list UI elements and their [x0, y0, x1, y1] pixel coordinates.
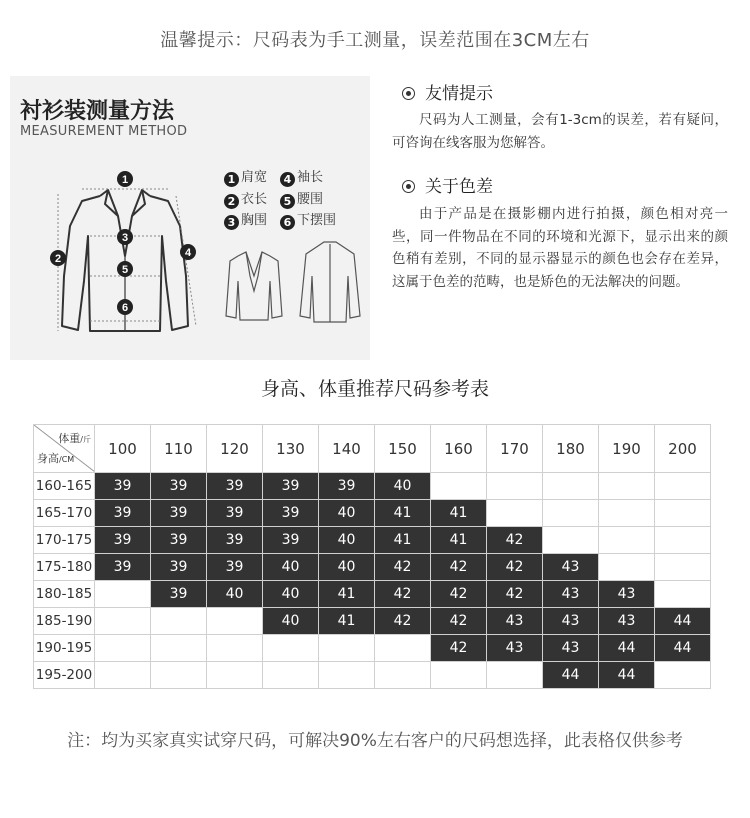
size-cell: 43 — [543, 554, 599, 581]
table-row — [34, 527, 711, 554]
size-cell: 42 — [375, 608, 431, 635]
size-cell: 40 — [319, 500, 375, 527]
table-row — [34, 581, 711, 608]
size-cell: 43 — [487, 635, 543, 662]
size-cell: 42 — [431, 635, 487, 662]
weight-header-cell: 120 — [207, 425, 263, 473]
svg-text:3: 3 — [121, 232, 129, 244]
weight-header-cell: 180 — [543, 425, 599, 473]
weight-header-cell: 160 — [431, 425, 487, 473]
size-cell: 39 — [263, 473, 319, 500]
size-cell: 39 — [319, 473, 375, 500]
empty-cell — [655, 527, 711, 554]
size-cell: 41 — [431, 500, 487, 527]
measurement-subtitle: MEASUREMENT METHOD — [20, 124, 188, 139]
bullet-icon — [402, 180, 415, 193]
table-row — [34, 473, 711, 500]
empty-cell — [263, 662, 319, 689]
empty-cell — [431, 473, 487, 500]
corner-weight-label: 体重/斤 — [58, 432, 91, 445]
svg-text:6: 6 — [121, 302, 129, 314]
empty-cell — [487, 500, 543, 527]
size-cell: 41 — [431, 527, 487, 554]
height-range-cell: 170-175 — [34, 527, 95, 554]
size-cell: 40 — [263, 554, 319, 581]
size-cell: 39 — [207, 500, 263, 527]
size-cell: 39 — [95, 527, 151, 554]
size-cell: 39 — [207, 473, 263, 500]
height-range-cell: 190-195 — [34, 635, 95, 662]
empty-cell — [655, 500, 711, 527]
empty-cell — [431, 662, 487, 689]
size-cell: 39 — [151, 554, 207, 581]
size-cell: 39 — [151, 581, 207, 608]
empty-cell — [487, 473, 543, 500]
svg-text:5: 5 — [121, 264, 129, 276]
empty-cell — [655, 662, 711, 689]
size-cell: 41 — [319, 581, 375, 608]
size-cell: 41 — [375, 527, 431, 554]
size-cell: 43 — [487, 608, 543, 635]
size-cell: 44 — [655, 635, 711, 662]
size-cell: 39 — [263, 500, 319, 527]
top-notice: 温馨提示：尺码表为手工测量，误差范围在3CM左右 — [160, 30, 590, 51]
size-cell: 39 — [95, 554, 151, 581]
weight-header-cell: 200 — [655, 425, 711, 473]
size-cell: 42 — [431, 608, 487, 635]
weight-header-cell: 140 — [319, 425, 375, 473]
size-cell: 43 — [543, 581, 599, 608]
empty-cell — [655, 554, 711, 581]
empty-cell — [543, 527, 599, 554]
legend-item-waist: 5 腰围 — [280, 188, 323, 209]
empty-cell — [599, 473, 655, 500]
size-cell: 39 — [151, 473, 207, 500]
size-cell: 42 — [487, 581, 543, 608]
size-cell: 39 — [95, 500, 151, 527]
size-cell: 40 — [319, 554, 375, 581]
size-cell: 44 — [655, 608, 711, 635]
empty-cell — [207, 662, 263, 689]
empty-cell — [319, 635, 375, 662]
weight-header-cell: 190 — [599, 425, 655, 473]
weight-header-cell: 150 — [375, 425, 431, 473]
bullet-icon — [402, 87, 415, 100]
empty-cell — [655, 473, 711, 500]
empty-cell — [487, 662, 543, 689]
size-cell: 39 — [95, 473, 151, 500]
legend-item-chest: 3 胸围 — [224, 209, 267, 230]
size-cell: 42 — [487, 554, 543, 581]
empty-cell — [151, 635, 207, 662]
svg-text:2: 2 — [54, 253, 62, 265]
table-corner-cell — [34, 425, 95, 473]
size-cell: 44 — [543, 662, 599, 689]
size-cell: 39 — [207, 527, 263, 554]
weight-header-cell: 130 — [263, 425, 319, 473]
empty-cell — [207, 635, 263, 662]
empty-cell — [95, 635, 151, 662]
size-cell: 39 — [263, 527, 319, 554]
legend-item-length: 2 衣长 — [224, 188, 267, 209]
size-cell: 42 — [375, 554, 431, 581]
table-row — [34, 635, 711, 662]
empty-cell — [655, 581, 711, 608]
legend-item-sleeve: 4 袖长 — [280, 166, 323, 187]
size-cell: 42 — [375, 581, 431, 608]
height-range-cell: 165-170 — [34, 500, 95, 527]
table-row — [34, 500, 711, 527]
empty-cell — [599, 527, 655, 554]
table-row — [34, 608, 711, 635]
weight-header-cell: 170 — [487, 425, 543, 473]
size-cell: 43 — [543, 608, 599, 635]
corner-height-label: 身高/CM — [37, 452, 75, 465]
friendly-tip-text: 尺码为人工测量，会有1-3cm的误差，若有疑问，可咨询在线客服为您解答。 — [392, 112, 728, 151]
weight-header-cell: 100 — [95, 425, 151, 473]
footer-note: 注：均为买家真实试穿尺码，可解决90%左右客户的尺码想选择，此表格仅供参考 — [67, 731, 683, 751]
color-diff-text: 由于产品是在摄影棚内进行拍摄，颜色相对亮一些，同一件物品在不同的环境和光源下，显示出来的颜色稍有差别，不同的显示器显示的颜色也会存在差异，这属于色差的范畴，也是矫色的无法解决的问题。 — [392, 206, 728, 290]
svg-text:1: 1 — [121, 174, 129, 186]
empty-cell — [151, 662, 207, 689]
empty-cell — [319, 662, 375, 689]
size-cell: 41 — [319, 608, 375, 635]
empty-cell — [599, 500, 655, 527]
legend-item-shoulder: 1 肩宽 — [224, 166, 267, 187]
height-range-cell: 180-185 — [34, 581, 95, 608]
weight-header-cell: 110 — [151, 425, 207, 473]
size-cell: 43 — [599, 608, 655, 635]
size-cell: 40 — [207, 581, 263, 608]
empty-cell — [543, 500, 599, 527]
height-range-cell: 160-165 — [34, 473, 95, 500]
height-range-cell: 175-180 — [34, 554, 95, 581]
empty-cell — [151, 608, 207, 635]
size-cell: 42 — [431, 554, 487, 581]
legend-item-hem: 6 下摆围 — [280, 209, 336, 230]
empty-cell — [263, 635, 319, 662]
size-cell: 42 — [487, 527, 543, 554]
size-cell: 42 — [431, 581, 487, 608]
empty-cell — [375, 635, 431, 662]
empty-cell — [95, 608, 151, 635]
size-cell: 40 — [375, 473, 431, 500]
friendly-tip-heading: 友情提示 — [402, 79, 493, 104]
size-cell: 40 — [263, 581, 319, 608]
empty-cell — [207, 608, 263, 635]
measurement-title: 衬衫装测量方法 — [20, 99, 175, 124]
table-row — [34, 554, 711, 581]
svg-text:4: 4 — [184, 247, 192, 259]
size-cell: 43 — [599, 581, 655, 608]
size-cell: 41 — [375, 500, 431, 527]
table-row — [34, 662, 711, 689]
empty-cell — [543, 473, 599, 500]
size-cell: 40 — [263, 608, 319, 635]
empty-cell — [95, 581, 151, 608]
empty-cell — [375, 662, 431, 689]
size-cell: 43 — [543, 635, 599, 662]
size-cell: 44 — [599, 635, 655, 662]
height-range-cell: 195-200 — [34, 662, 95, 689]
empty-cell — [95, 662, 151, 689]
size-table-title: 身高、体重推荐尺码参考表 — [260, 378, 489, 400]
table-header-row — [34, 425, 711, 473]
size-cell: 39 — [151, 500, 207, 527]
size-cell: 40 — [319, 527, 375, 554]
empty-cell — [599, 554, 655, 581]
color-diff-heading: 关于色差 — [402, 172, 493, 197]
size-cell: 39 — [207, 554, 263, 581]
size-cell: 44 — [599, 662, 655, 689]
size-chart-table — [33, 424, 711, 689]
size-cell: 39 — [151, 527, 207, 554]
height-range-cell: 185-190 — [34, 608, 95, 635]
